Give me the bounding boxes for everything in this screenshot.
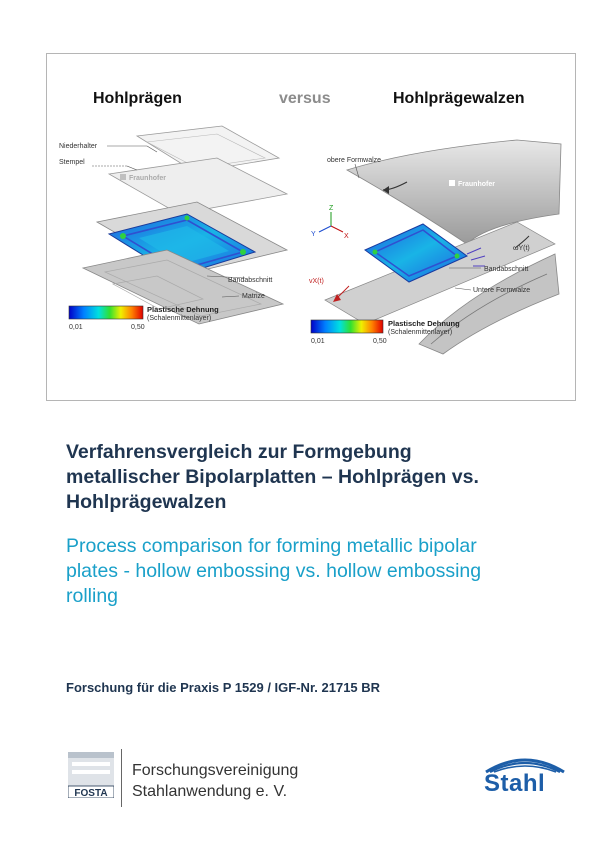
label-vx: vX(t) [309,278,324,285]
coordinate-axes [311,205,349,240]
title-english-line: rolling [66,585,119,607]
svg-text:FOSTA: FOSTA [74,788,108,798]
heading-hohlpraegewalzen: Hohlprägewalzen [393,90,525,107]
upper-roll [347,140,561,244]
label-matrize: Matrize [242,293,265,300]
svg-text:Y: Y [311,231,316,238]
label-niederhalter: Niederhalter [59,143,98,150]
organization-name [132,760,298,802]
title-german [66,440,546,515]
right-scale-max: 0,50 [373,338,387,345]
right-scale-min: 0,01 [311,338,325,345]
left-scale-subtitle: (Schalenmittenlayer) [147,315,212,322]
right-scale-subtitle: (Schalenmittenlayer) [388,329,453,336]
title-english-line: plates - hollow embossing vs. hollow embossing [66,560,482,582]
left-scale-max: 0,50 [131,324,145,331]
label-bandabschnitt-right: Bandabschnitt [484,266,529,273]
process-comparison-diagram [47,54,577,402]
organization-line-2: Stahlanwendung e. V. [132,783,288,800]
label-stempel: Stempel [59,159,85,166]
stahl-logo-text: Stahl [484,770,546,797]
title-german-line: Verfahrensvergleich zur Formgebung [66,441,412,463]
organization-line-1: Forschungsvereinigung [132,762,299,779]
heading-versus: versus [279,90,331,107]
left-colour-scale [69,305,219,331]
label-obere-formwalze: obere Formwalze [327,157,382,164]
series-reference: Forschung für die Praxis P 1529 / IGF-Nr. 21715 BR [66,680,381,695]
heading-hohlpraegen: Hohlprägen [93,90,182,107]
figure-frame [46,53,576,401]
svg-text:Z: Z [329,205,334,212]
left-scale-min: 0,01 [69,324,83,331]
label-omega: ωY(t) [513,245,530,252]
title-english [66,534,546,609]
label-bandabschnitt-left: Bandabschnitt [228,277,273,284]
footer-divider [121,749,122,807]
title-english-line: Process comparison for forming metallic bipolar [66,535,477,557]
title-german-line: Hohlprägewalzen [66,491,227,513]
label-untere-formwalze: Untere Formwalze [473,287,531,294]
title-german-line: metallischer Bipolarplatten – Hohlprägen vs. [66,466,479,488]
left-scale-title: Plastische Dehnung [147,305,219,314]
fosta-logo [68,752,114,798]
svg-text:Fraunhofer: Fraunhofer [458,181,495,188]
right-scale-title: Plastische Dehnung [388,319,460,328]
svg-text:X: X [344,233,349,240]
svg-text:Fraunhofer: Fraunhofer [129,175,166,182]
